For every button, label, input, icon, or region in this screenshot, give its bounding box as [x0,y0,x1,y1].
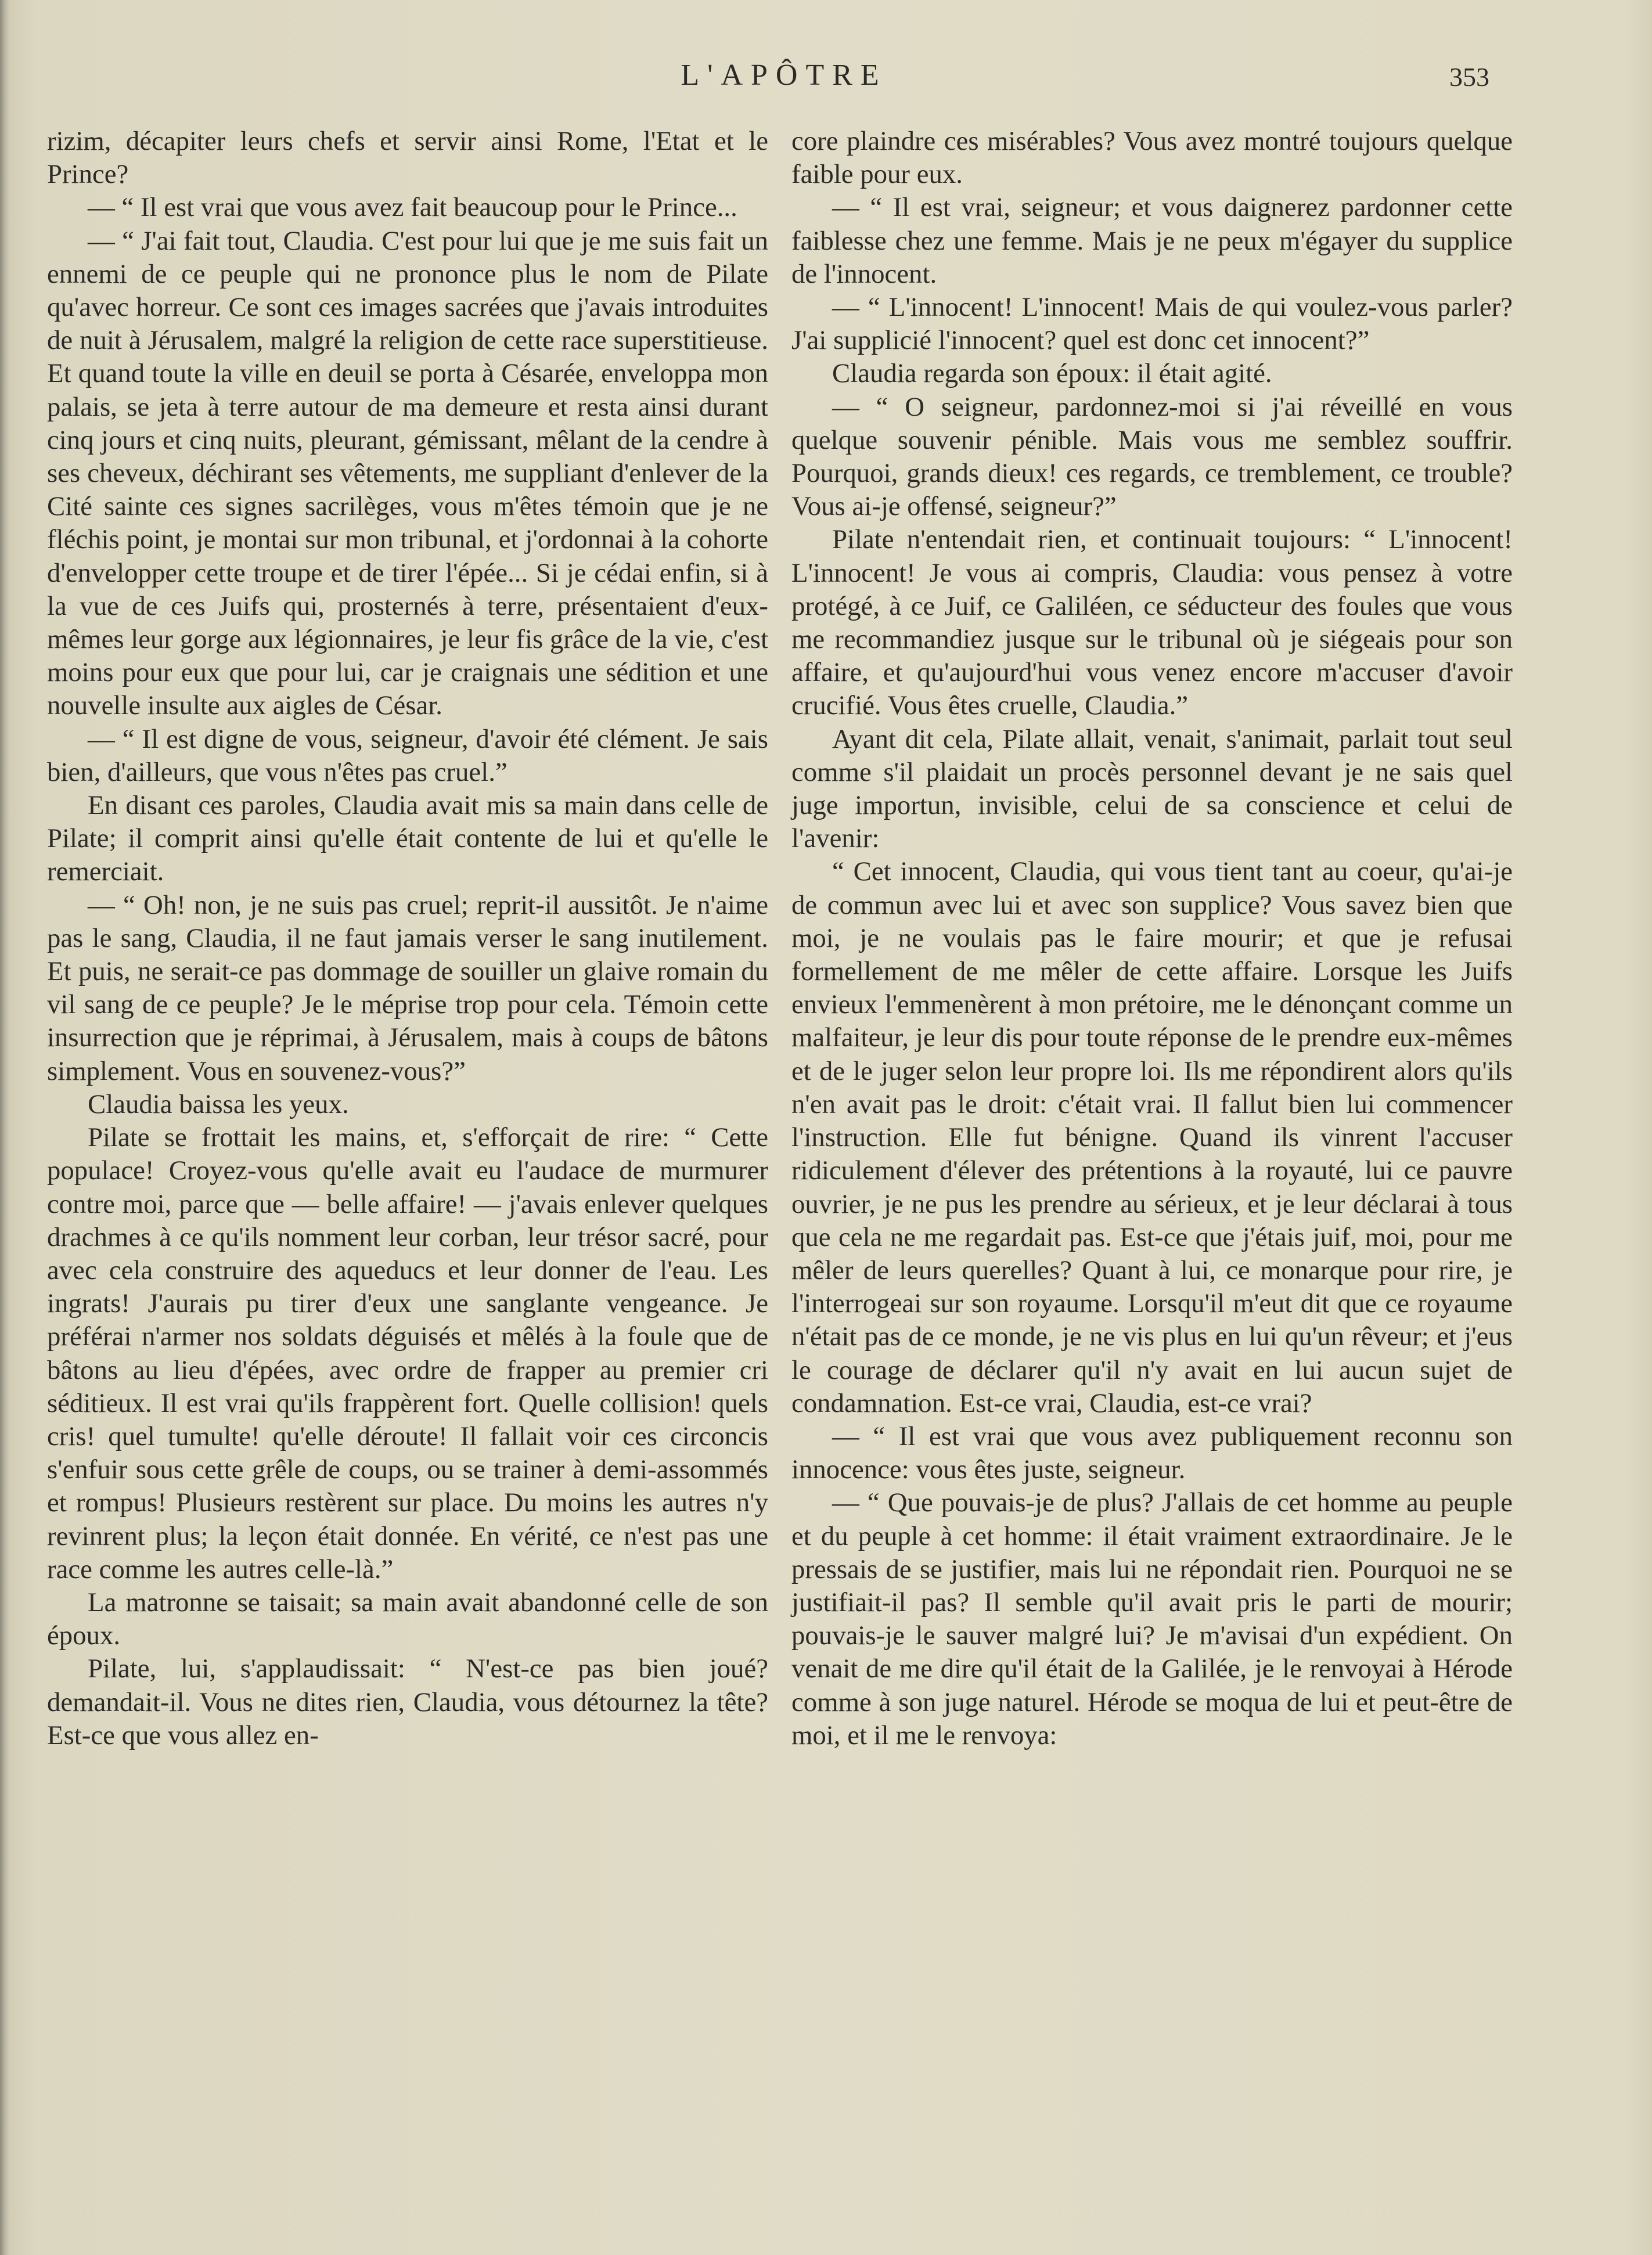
paragraph: Pilate, lui, s'applaudissait: “ N'est-ce pas bien joué? demandait-il. Vous ne dites rien, Claudia, vous détournez la tête? Est-ce que vous allez en- [47,1654,768,1750]
paragraph: — “ Que pouvais-je de plus? J'allais de cet homme au peuple et du peuple à cet homme: il était vraiment extraordinaire. Je le pressais de se justifier, mais lui ne répondait rien. Pourquoi ne se justifiait-il pas? Il semble qu'il avait pris le parti de mourir; pouvais-je le sauver malgré lui? Je m'avisai d'un expédient. On venait de me dire qu'il était de la Galilée, je le renvoyai à Hérode comme à son juge naturel. Hérode se moqua de lui et peut-être de moi, et il me le renvoya: [791,1487,1513,1750]
page-number: 353 [1449,62,1489,92]
paragraph: Ayant dit cela, Pilate allait, venait, s'animait, parlait tout seul comme s'il plaidait un procès personnel devant je ne sais quel juge importun, invisible, celui de sa conscience et celui de l'avenir: [791,723,1513,854]
paragraph: — “ L'innocent! L'innocent! Mais de qui voulez-vous parler? J'ai supplicié l'innocent? quel est donc cet innocent?” [791,292,1513,356]
paragraph: Claudia regarda son époux: il était agité. [832,358,1272,389]
paragraph: — “ O seigneur, pardonnez-moi si j'ai réveillé en vous quelque souvenir pénible. Mais vous me semblez souffrir. Pourquoi, grands dieux! ces regards, ce tremblement, ce trouble? Vous ai-je offensé, seigneur?” [791,391,1513,522]
paragraph: — “ Oh! non, je ne suis pas cruel; reprit-il aussitôt. Je n'aime pas le sang, Claudia, il ne faut jamais verser le sang inutilement. Et puis, ne serait-ce pas dommage de souiller un glaive romain du vil sang de ce peuple? Je le méprise trop pour cela. Témoin cette insurrection que je réprimai, à Jérusalem, mais à coups de bâtons simplement. Vous en souvenez-vous?” [47,889,768,1086]
paragraph: Pilate n'entendait rien, et continuait toujours: “ L'innocent! L'innocent! Je vous ai compris, Claudia: vous pensez à votre protégé, à ce Juif, ce Galiléen, ce séducteur des foules que vous me recommandiez jusque sur le tribunal où je siégeais pour son affaire, et qu'aujourd'hui vous venez encore m'accuser d'avoir crucifié. Vous êtes cruelle, Claudia.” [791,524,1513,721]
paragraph: — “ Il est digne de vous, seigneur, d'avoir été clément. Je sais bien, d'ailleurs, que vous n'êtes pas cruel.” [47,723,768,787]
paragraph: rizim, décapiter leurs chefs et servir ainsi Rome, l'Etat et le Prince? [47,126,768,190]
text-column-left [47,125,768,1752]
paragraph: — “ Il est vrai que vous avez fait beaucoup pour le Prince... [88,192,737,223]
running-title: L'APÔTRE [681,59,887,92]
paragraph: En disant ces paroles, Claudia avait mis sa main dans celle de Pilate; il comprit ainsi qu'elle était contente de lui et qu'elle le remerciait. [47,790,768,887]
paragraph: core plaindre ces misérables? Vous avez montré toujours quelque faible pour eux. [791,126,1513,190]
paragraph: Pilate se frottait les mains, et, s'efforçait de rire: “ Cette populace! Croyez-vous qu'elle avait eu l'audace de murmurer contre moi, parce que — belle affaire! — j'avais enlever quelques drachmes à ce qu'ils nomment leur corban, leur trésor sacré, pour avec cela construire des aqueducs et leur donner de l'eau. Les ingrats! J'aurais pu tirer d'eux une sanglante vengeance. Je préférai n'armer nos soldats déguisés et mêlés à la foule que de bâtons au lieu d'épées, avec ordre de frapper au premier cri séditieux. Il est vrai qu'ils frappèrent fort. Quelle collision! quels cris! quel tumulte! qu'elle déroute! Il fallait voir ces circoncis s'enfuir sous cette grêle de coups, ou se trainer à demi-assommés et rompus! Plusieurs restèrent sur place. Du moins les autres n'y revinrent plus; la leçon était donnée. En vérité, ce n'est pas une race comme les autres celle-là.” [47,1122,768,1584]
paragraph: — “ Il est vrai que vous avez publiquement reconnu son innocence: vous êtes juste, seigneur. [791,1421,1513,1485]
paragraph: — “ J'ai fait tout, Claudia. C'est pour lui que je me suis fait un ennemi de ce peuple qui ne prononce plus le nom de Pilate qu'avec horreur. Ce sont ces images sacrées que j'avais introduites de nuit à Jérusalem, malgré la religion de cette race superstitieuse. Et quand toute la ville en deuil se porta à Césarée, enveloppa mon palais, se jeta à terre autour de ma demeure et resta ainsi durant cinq jours et cinq nuits, pleurant, gémissant, mêlant de la cendre à ses cheveux, déchirant ses vêtements, me suppliant d'enlever de la Cité sainte ces signes sacrilèges, vous m'êtes témoin que je ne fléchis point, je montai sur mon tribunal, et j'ordonnai à la cohorte d'envelopper cette troupe et de tirer l'épée... Si je cédai enfin, si à la vue de ces Juifs qui, prosternés à terre, présentaient d'eux-mêmes leur gorge aux légionnaires, je leur fis grâce de la vie, c'est moins pour eux que pour lui, car je craignais une sédition et une nouvelle insulte aux aigles de César. [47,225,768,721]
text-column-right [791,125,1513,1752]
paragraph: La matronne se taisait; sa main avait abandonné celle de son époux. [47,1587,768,1651]
paragraph: “ Cet innocent, Claudia, qui vous tient tant au coeur, qu'ai-je de commun avec lui et avec son supplice? Vous savez bien que moi, je ne voulais pas le faire mourir; et que je refusai formellement de me mêler de cette affaire. Lorsque les Juifs envieux l'emmenèrent à mon prétoire, me le dénonçant comme un malfaiteur, je leur dis pour toute réponse de le prendre eux-mêmes et de le juger selon leur propre loi. Ils me répondirent alors qu'ils n'en avait pas le droit: c'était vrai. Il fallut bien lui commencer l'instruction. Elle fut bénigne. Quand ils vinrent l'accuser ridiculement d'élever des prétentions à la royauté, lui ce pauvre ouvrier, je ne pus les prendre au sérieux, et je leur déclarai à tous que cela ne me regardait pas. Est-ce que j'étais juif, moi, pour me mêler de leurs querelles? Quant à lui, ce monarque pour rire, je l'interrogeai sur son royaume. Lorsqu'il m'eut dit que ce royaume n'était pas de ce monde, je ne vis plus en lui qu'un rêveur; et j'eus le courage de déclarer qu'il n'y avait en lui aucun sujet de condamnation. Est-ce vrai, Claudia, est-ce vrai? [791,856,1513,1418]
page-binding-edge [0,0,9,2255]
paragraph: Claudia baissa les yeux. [88,1089,349,1119]
paragraph: — “ Il est vrai, seigneur; et vous daignerez pardonner cette faiblesse chez une femme. Mais je ne peux m'égayer du supplice de l'innocent. [791,192,1513,289]
